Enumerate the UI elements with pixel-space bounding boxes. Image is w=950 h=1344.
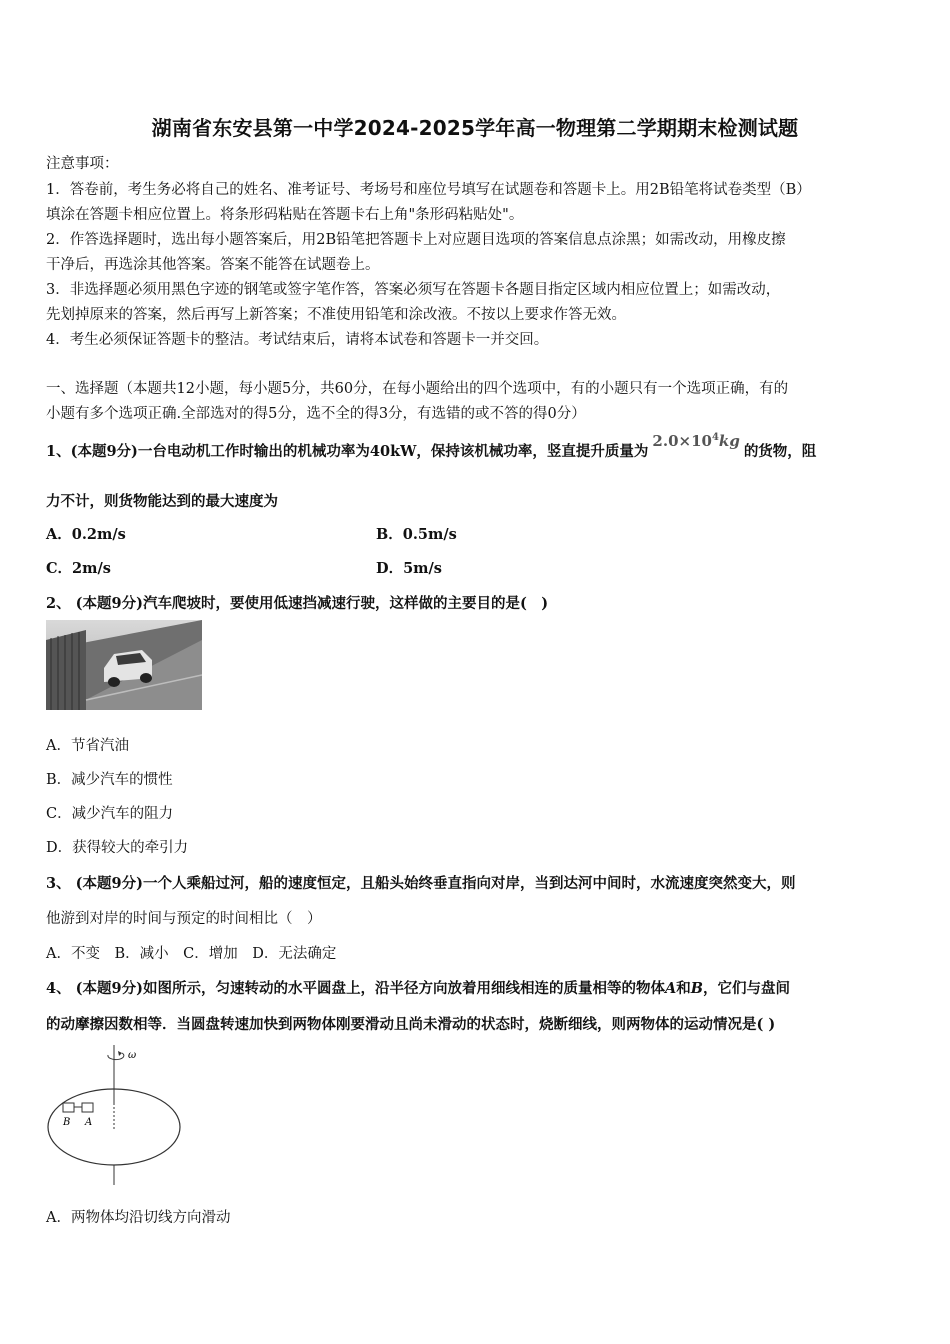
q3-stem-line-2: 他游到对岸的时间与预定的时间相比（ ） xyxy=(46,911,322,927)
q2-option-d: D．获得较大的牵引力 xyxy=(46,840,189,856)
car-photo-drawing xyxy=(46,620,202,710)
q4-stem-post: ，它们与盘间 xyxy=(702,980,790,997)
figure-b-label: B xyxy=(63,1117,71,1128)
q2-option-b: B．减少汽车的惯性 xyxy=(46,772,173,788)
section-line-2: 小题有多个选项正确.全部选对的得5分，选不全的得3分，有选错的或不答的得0分） xyxy=(46,406,586,422)
notice-line-1: 1．答卷前，考生务必将自己的姓名、准考证号、考场号和座位号填写在试题卷和答题卡上。用2B铅笔将试卷类型（B） xyxy=(46,182,811,198)
page-title: 湖南省东安县第一中学2024-2025学年高一物理第二学期期末检测试题 xyxy=(151,116,799,140)
q4-option-a: A．两物体均沿切线方向滑动 xyxy=(46,1210,231,1226)
notice-line-7: 4．考生必须保证答题卡的整洁。考试结束后，请将本试卷和答题卡一并交回。 xyxy=(46,332,549,348)
rotating-disk-figure xyxy=(46,1045,186,1185)
q1-math-exp: 4 xyxy=(711,432,719,443)
q4-stem-line-2: 的动摩擦因数相等．当圆盘转速加快到两物体刚要滑动且尚未滑动的状态时，烧断细线，则两物体的运动情况是( ) xyxy=(46,1016,776,1033)
q3-options: A．不变 B．减小 C．增加 D．无法确定 xyxy=(46,946,337,962)
q1-mass-formula xyxy=(652,432,739,450)
q3-stem-line-1: 3、 (本题9分)一个人乘船过河，船的速度恒定，且船头始终垂直指向对岸，当到达河中间时，水流速度突然变大，则 xyxy=(46,875,796,892)
q1-option-d: D．5m/s xyxy=(376,560,442,577)
q4-stem-line-1 xyxy=(46,977,790,998)
q1-option-c: C．2m/s xyxy=(46,560,111,577)
q2-option-c: C．减少汽车的阻力 xyxy=(46,806,174,822)
q2-option-a: A．节省汽油 xyxy=(46,738,129,754)
q2-stem: 2、 (本题9分)汽车爬坡时，要使用低速挡减速行驶，这样做的主要目的是( ) xyxy=(46,595,549,612)
notice-line-2: 填涂在答题卡相应位置上。将条形码粘贴在答题卡右上角"条形码粘贴处"。 xyxy=(46,207,524,223)
q1-stem-line-1 xyxy=(46,432,817,461)
rotation-arrow-icon xyxy=(108,1053,124,1060)
figure-omega-label: ω xyxy=(128,1050,137,1061)
q4-stem-pre: 4、 (本题9分)如图所示，匀速转动的水平圆盘上，沿半径方向放着用细线相连的质量相等的物体 xyxy=(46,980,665,997)
object-b-block xyxy=(63,1103,74,1112)
q1-math-base: 2.0×10 xyxy=(652,432,712,450)
q1-stem-post: 的货物，阻 xyxy=(743,443,817,460)
q4-object-a: A xyxy=(664,980,677,997)
notice-line-5: 3．非选择题必须用黑色字迹的钢笔或签字笔作答，答案必须写在答题卡各题目指定区域内相应位置上；如需改动， xyxy=(46,282,781,298)
figure-a-label: A xyxy=(85,1117,93,1128)
section-line-1: 一、选择题（本题共12小题，每小题5分，共60分，在每小题给出的四个选项中，有的小题只有一个选项正确，有的 xyxy=(46,381,789,397)
notice-line-3: 2．作答选择题时，选出每小题答案后，用2B铅笔把答题卡上对应题目选项的答案信息点涂黑；如需改动，用橡皮擦 xyxy=(46,232,786,248)
arrow-head-icon xyxy=(118,1051,122,1056)
object-a-block xyxy=(82,1103,93,1112)
q1-stem-pre: 1、(本题9分)一台电动机工作时输出的机械功率为40kW，保持该机械功率，竖直提升质量为 xyxy=(46,443,649,460)
car-on-slope-photo xyxy=(46,620,202,710)
q4-and: 和 xyxy=(676,980,691,997)
notice-line-6: 先划掉原来的答案，然后再写上新答案；不准使用铅笔和涂改液。不按以上要求作答无效。 xyxy=(46,307,626,323)
notice-heading: 注意事项： xyxy=(46,156,119,172)
q4-object-b: B xyxy=(690,980,703,997)
q1-option-a: A．0.2m/s xyxy=(46,526,126,543)
q1-math-unit: kg xyxy=(718,432,740,450)
q1-stem-line-2: 力不计，则货物能达到的最大速度为 xyxy=(46,493,278,510)
notice-line-4: 干净后，再选涂其他答案。答案不能答在试题卷上。 xyxy=(46,257,380,273)
q1-option-b: B．0.5m/s xyxy=(376,526,457,543)
